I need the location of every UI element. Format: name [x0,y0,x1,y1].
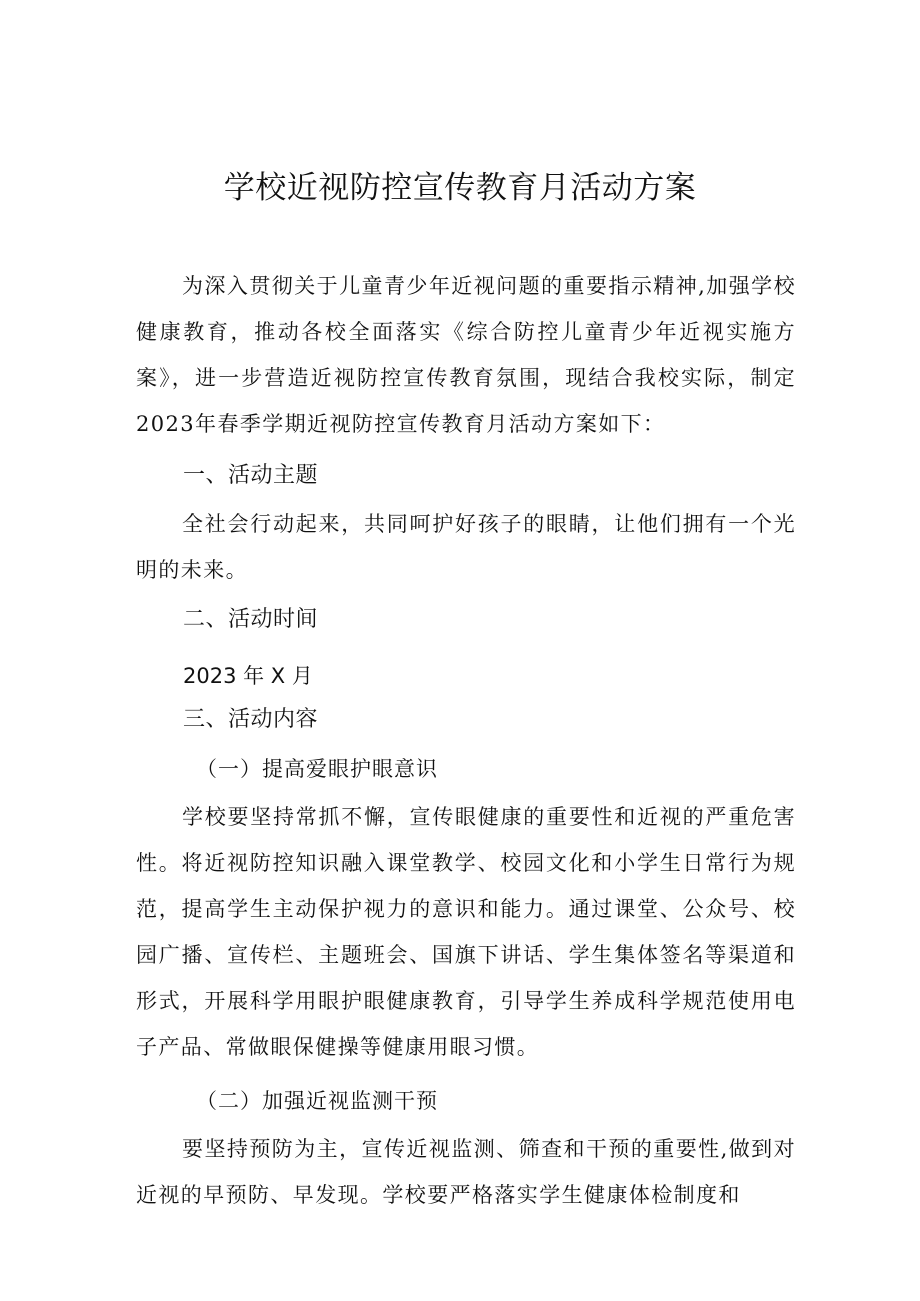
section-1-body: 全社会行动起来，共同呵护好孩子的眼睛，让他们拥有一个光明的未来。 [136,512,796,582]
subsection-2-body: 要坚持预防为主，宣传近视监测、筛查和干预的重要性,做到对近视的早预防、早发现。学校要严格落实学生健康体检制度和 [136,1137,796,1207]
subsection-1-heading: （一）提高爱眼护眼意识 [196,757,438,781]
subsection-2-heading: （二）加强近视监测干预 [196,1089,438,1113]
document-title: 学校近视防控宣传教育月活动方案 [223,170,697,206]
intro-paragraph: 为深入贯彻关于儿童青少年近视问题的重要指示精神,加强学校健康教育，推动各校全面落实《综合防控儿童青少年近视实施方案》，进一步营造近视防控宣传教育氛围，现结合我校实际，制定2023年春季学期近视防控宣传教育月活动方案如下： [136,274,796,436]
section-2-body: 2023 年 X 月 [183,664,313,688]
section-2-heading: 二、活动时间 [183,607,319,632]
section-1-heading: 一、活动主题 [183,463,319,488]
section-3-heading: 三、活动内容 [183,707,319,732]
subsection-1-body: 学校要坚持常抓不懈，宣传眼健康的重要性和近视的严重危害性。将近视防控知识融入课堂教学、校园文化和小学生日常行为规范，提高学生主动保护视力的意识和能力。通过课堂、公众号、校园广播、宣传栏、主题班会、国旗下讲话、学生集体签名等渠道和形式，开展科学用眼护眼健康教育，引导学生养成科学规范使用电子产品、常做眼保健操等健康用眼习惯。 [136,805,796,1059]
